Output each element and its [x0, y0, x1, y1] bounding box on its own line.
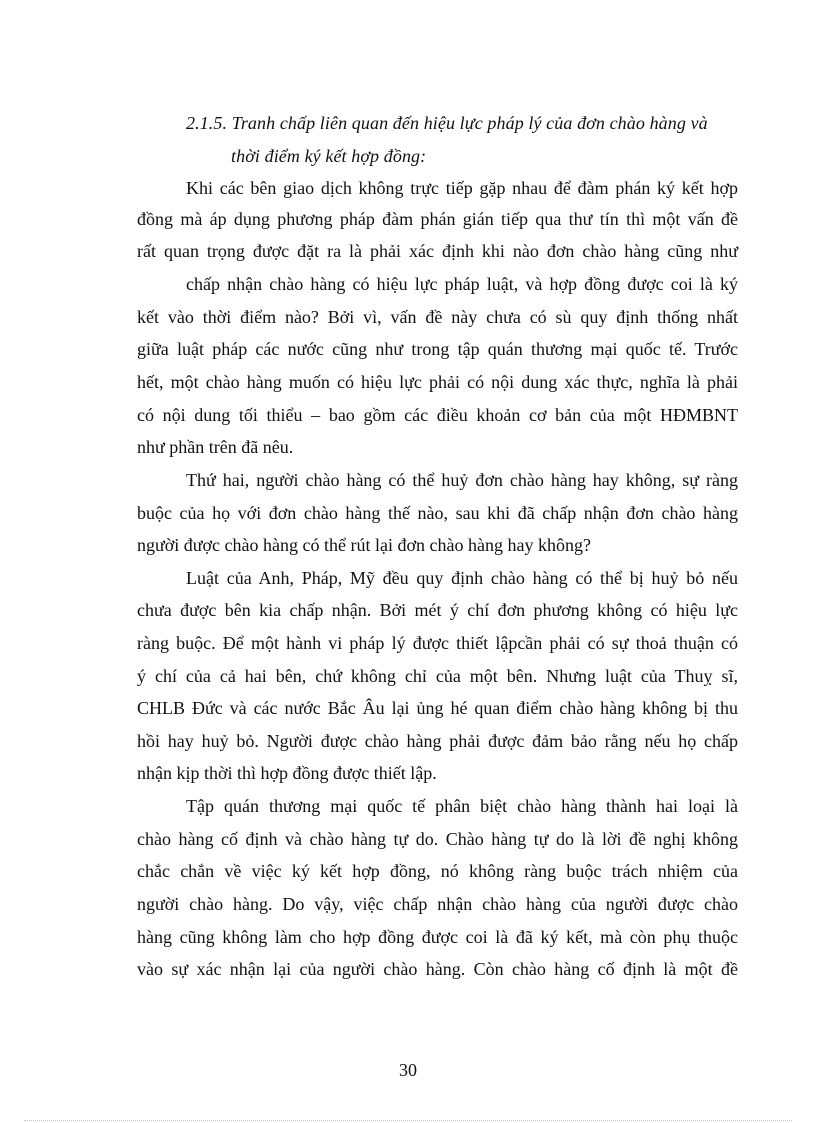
paragraph-4-line-6: vào sự xác nhận lại của người chào hàng. Còn chào hàng cố định là một đề — [137, 959, 738, 979]
paragraph-3-line-7: nhận kịp thời thì hợp đồng được thiết lập. — [137, 763, 437, 783]
paragraph-3-line-1: Luật của Anh, Pháp, Mỹ đều quy định chào hàng có thể bị huỷ bỏ nếu — [186, 568, 738, 588]
paragraph-4-line-2: chào hàng cố định và chào hàng tự do. Chào hàng tự do là lời đề nghị không — [137, 829, 738, 849]
paragraph-1-line-8: có nội dung tối thiểu – bao gồm các điều khoản cơ bản của một HĐMBNT — [137, 405, 738, 425]
paragraph-1-line-1: Khi các bên giao dịch không trực tiếp gặp nhau để đàm phán ký kết hợp — [186, 178, 738, 198]
paragraph-1-line-7: hết, một chào hàng muốn có hiệu lực phải có nội dung xác thực, nghĩa là phải — [137, 372, 738, 392]
paragraph-1-line-3: rất quan trọng được đặt ra là phải xác định khi nào đơn chào hàng cũng như — [137, 241, 738, 261]
paragraph-3-line-4: ý chí của cả hai bên, chứ không chỉ của một bên. Nhưng luật của Thuỵ sĩ, — [137, 666, 738, 686]
paragraph-3-line-3: ràng buộc. Để một hành vi pháp lý được thiết lậpcần phải có sự thoả thuận có — [137, 633, 738, 653]
page-bottom-rule — [24, 1120, 792, 1121]
section-heading — [186, 107, 776, 173]
paragraph-4-line-4: người chào hàng. Do vậy, việc chấp nhận chào hàng của người được chào — [137, 894, 738, 914]
paragraph-1-line-6: giữa luật pháp các nước cũng như trong tập quán thương mại quốc tế. Trước — [137, 339, 738, 359]
paragraph-2-line-1: Thứ hai, người chào hàng có thể huỷ đơn chào hàng hay không, sự ràng — [186, 470, 738, 490]
section-heading-line-2: thời điểm ký kết hợp đồng: — [231, 146, 427, 166]
paragraph-1-line-9: như phần trên đã nêu. — [137, 437, 294, 457]
paragraph-4-line-1: Tập quán thương mại quốc tế phân biệt chào hàng thành hai loại là — [186, 796, 738, 816]
paragraph-1-line-2: đồng mà áp dụng phương pháp đàm phán gián tiếp qua thư tín thì một vấn đề — [137, 209, 738, 229]
paragraph-2-line-3: người được chào hàng có thể rút lại đơn chào hàng hay không? — [137, 535, 591, 555]
paragraph-3-line-5: CHLB Đức và các nước Bắc Âu lại ủng hé quan điểm chào hàng không bị thu — [137, 698, 738, 718]
paragraph-1-line-5: kết vào thời điểm nào? Bởi vì, vấn đề này chưa có sù quy định thống nhất — [137, 307, 738, 327]
paragraph-3-line-2: chưa được bên kia chấp nhận. Bởi mét ý chí đơn phương không có hiệu lực — [137, 600, 738, 620]
paragraph-1-line-4: chấp nhận chào hàng có hiệu lực pháp luật, và hợp đồng được coi là ký — [186, 274, 738, 294]
paragraph-2-line-2: buộc của họ với đơn chào hàng thế nào, sau khi đã chấp nhận đơn chào hàng — [137, 503, 738, 523]
paragraph-4-line-3: chắc chắn về việc ký kết hợp đồng, nó không ràng buộc trách nhiệm của — [137, 861, 738, 881]
paragraph-4-line-5: hàng cũng không làm cho hợp đồng được coi là đã ký kết, mà còn phụ thuộc — [137, 927, 738, 947]
section-heading-line-1: 2.1.5. Tranh chấp liên quan đến hiệu lực pháp lý của đơn chào hàng và — [186, 113, 708, 133]
paragraph-3-line-6: hồi hay huỷ bỏ. Người được chào hàng phải được đảm bảo rằng nếu họ chấp — [137, 731, 738, 751]
page-number: 30 — [399, 1060, 417, 1080]
